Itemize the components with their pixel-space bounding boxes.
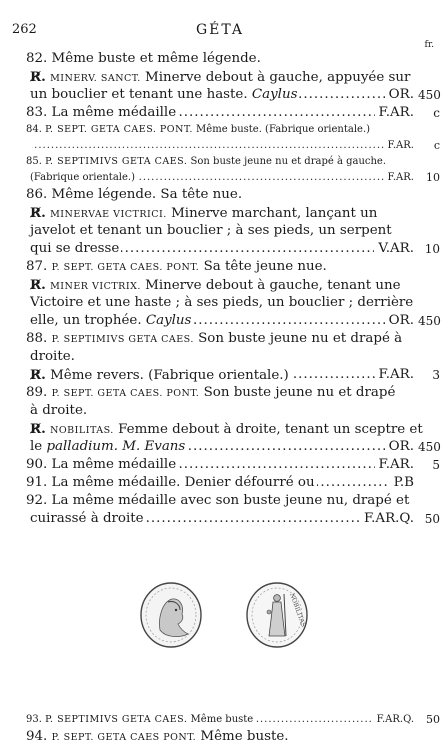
catalogue-entry (0, 276, 446, 330)
entry-line (30, 170, 440, 186)
entry-text (30, 295, 415, 310)
description-text: 92. La même médaille avec son buste jeune nu, drapé et (26, 493, 410, 508)
description-text: (Fabrique orientale.) (30, 172, 135, 183)
description-text: 86. Même légende. Sa tête nue. (26, 187, 243, 202)
price-value: 3 (432, 368, 440, 382)
catalogue-entry (0, 456, 446, 474)
page-header (12, 22, 434, 50)
entry-line (26, 456, 440, 474)
price-value: 450 (418, 440, 441, 454)
description-text: 87. (26, 259, 52, 274)
description-text: 93. (26, 714, 46, 725)
entry-line (26, 492, 414, 510)
entry-line (26, 728, 414, 746)
metal-grade: OR. (385, 438, 414, 456)
entry-text (30, 439, 187, 454)
catalogue-entry (0, 712, 446, 728)
catalogue-entry (0, 492, 446, 528)
coin-illustrations (0, 580, 446, 690)
catalogue-entry (0, 50, 446, 68)
entry-text (26, 187, 244, 202)
catalogue-entry (0, 366, 446, 384)
metal-grade: F.AR.Q. (373, 712, 414, 728)
metal-grade: F.AR. (375, 456, 414, 474)
provenance-text: palladium. M. Evans (46, 439, 186, 454)
price-value: 50 (426, 713, 440, 726)
coin-legend: P. SEPT. GETA CAES. PONT. (51, 262, 200, 273)
entry-line (30, 276, 414, 294)
entry-line (30, 348, 414, 366)
entry-text (26, 729, 291, 744)
price-value: 10 (424, 242, 440, 256)
catalogue-entry (0, 330, 446, 366)
description-text: le (30, 439, 47, 454)
entry-line (26, 712, 440, 728)
price-value: 50 (424, 512, 440, 526)
entry-text (30, 403, 89, 418)
metal-grade: F.AR.Q. (360, 510, 414, 528)
entry-line (26, 258, 414, 276)
catalogue-entry (0, 258, 446, 276)
entry-text (30, 241, 121, 256)
description-text: Son buste jeune nu et drapé à gauche. (187, 156, 387, 167)
entry-text (30, 511, 146, 526)
metal-grade: F.AR. (375, 104, 414, 122)
description-text: Même buste. (Fabrique orientale.) (192, 124, 371, 135)
reverse-mark: R̸. (30, 367, 46, 383)
entry-text (30, 223, 394, 238)
entry-text (26, 385, 397, 400)
entry-text (30, 206, 379, 221)
entry-line (30, 420, 423, 438)
entry-line (30, 204, 414, 222)
description-text: Son buste jeune nu et drapé (199, 385, 396, 400)
metal-grade: OR. (385, 86, 414, 104)
coin-legend: P. SEPT. GETA CAES PONT. (51, 732, 197, 743)
reverse-mark: R̸. (30, 69, 46, 85)
catalogue-entry (0, 204, 446, 258)
entry-text (26, 259, 329, 274)
portrait-bust-coin-icon (138, 580, 204, 650)
coin-legend: P. SEPT. GETA CAES. PONT. (51, 388, 200, 399)
entry-text (30, 368, 291, 383)
entry-line (30, 312, 441, 330)
description-text: Sa tête jeune nue. (199, 259, 327, 274)
entry-text (26, 51, 263, 66)
catalogue-entry (0, 474, 446, 492)
description-text: Minerve marchant, lançant un (166, 206, 378, 221)
price-value: c (433, 139, 440, 152)
entry-line (26, 104, 440, 122)
entry-line (30, 294, 414, 312)
provenance-text: Caylus (145, 313, 192, 328)
description-text: cuirassé à droite (30, 511, 144, 526)
description-text: 91. La même médaille. Denier défourré ou (26, 475, 315, 490)
entry-line (26, 122, 414, 138)
entry-text (30, 349, 77, 364)
metal-grade: OR. (385, 312, 414, 330)
description-text: 88. (26, 331, 52, 346)
description-text: 90. La même médaille (26, 457, 177, 472)
description-text: javelot et tenant un bouclier ; à ses pieds, un serpent (30, 223, 392, 238)
reverse-mark: R̸. (30, 421, 46, 437)
catalogue-entry (0, 186, 446, 204)
entry-text (26, 457, 178, 472)
metal-grade: F.AR. (384, 170, 415, 186)
description-text: Victoire et une haste ; à ses pieds, un bouclier ; derrière (30, 295, 414, 310)
entry-line (26, 50, 414, 68)
entry-line (26, 154, 414, 170)
entry-line (30, 240, 440, 258)
metal-grade: F.AR. (375, 366, 414, 384)
description-text: 94. (26, 729, 52, 744)
description-text: Minerve debout à gauche, tenant une (140, 278, 401, 293)
entry-line (30, 222, 414, 240)
price-value: 450 (418, 88, 441, 102)
description-text: 83. La même médaille (26, 105, 177, 120)
coin-legend: P. SEPT. GETA CAES. PONT. (45, 124, 193, 135)
entry-line (30, 68, 414, 86)
coin-legend: MINER VICTRIX. (50, 281, 141, 292)
entry-text (26, 493, 411, 508)
entry-line (30, 138, 440, 154)
description-text: Même revers. (Fabrique orientale.) (50, 368, 289, 383)
coin-legend: P. SEPTIMIVS GETA CAES. (45, 714, 188, 725)
metal-grade: V.AR. (374, 240, 414, 258)
description-text: un bouclier et tenant une haste. (30, 87, 252, 102)
price-column-unit: fr. (424, 40, 434, 50)
catalogue-entry (0, 384, 446, 420)
entry-text (26, 331, 404, 346)
price-value: 5 (432, 458, 440, 472)
description-text: Femme debout à droite, tenant un sceptre et (113, 422, 423, 437)
description-text: 85. (26, 156, 46, 167)
catalogue-entries-continued (0, 712, 446, 746)
price-value: 10 (426, 171, 440, 184)
entry-text (30, 313, 193, 328)
catalogue-entry (0, 104, 446, 122)
standing-figure-coin-icon (244, 580, 310, 650)
description-text: Même buste. (196, 729, 289, 744)
coin-legend: NOBILITAS. (50, 425, 114, 436)
entry-line (30, 366, 440, 384)
catalogue-entry (0, 420, 446, 456)
entry-line (30, 438, 441, 456)
coin-legend: MINERVAE VICTRICI. (50, 209, 167, 220)
coin-legend: MINERV. SANCT. (50, 73, 141, 84)
entry-text (30, 278, 403, 293)
description-text: droite. (30, 349, 75, 364)
entry-line (30, 86, 441, 104)
entry-text (26, 124, 372, 135)
entry-line (26, 186, 414, 204)
metal-grade: P.B (390, 474, 414, 492)
catalogue-entry (0, 68, 446, 104)
entry-text (30, 422, 425, 437)
coin-legend: P. SEPTIMIVS GETA CAES. (51, 334, 194, 345)
entry-text (30, 172, 137, 183)
entry-text (30, 140, 32, 151)
page-number: 262 (12, 22, 37, 37)
entry-text (30, 70, 412, 85)
description-text: Minerve debout à gauche, appuyée sur (140, 70, 411, 85)
entry-text (30, 87, 299, 102)
description-text: Même buste (187, 714, 254, 725)
catalogue-entry (0, 154, 446, 186)
entry-line (26, 384, 414, 402)
entry-line (30, 402, 414, 420)
description-text: qui se dresse (30, 241, 120, 256)
provenance-text: Caylus (251, 87, 298, 102)
catalogue-entry (0, 728, 446, 746)
description-text: 82. Même buste et même légende. (26, 51, 261, 66)
entry-line (26, 330, 414, 348)
entry-text (26, 475, 317, 490)
reverse-legend: NOBILITAS (288, 592, 307, 628)
entry-text (26, 156, 388, 167)
catalogue-entry (0, 122, 446, 154)
catalogue-entries (0, 50, 446, 528)
page-title: GÉTA (195, 22, 245, 38)
description-text: elle, un trophée. (30, 313, 146, 328)
metal-grade: F.AR. (384, 138, 415, 154)
description-text: 89. (26, 385, 52, 400)
reverse-mark: R̸. (30, 277, 46, 293)
entry-line (26, 474, 414, 492)
description-text: à droite. (30, 403, 88, 418)
entry-text (26, 105, 178, 120)
description-text: Son buste jeune nu et drapé à (193, 331, 403, 346)
price-value: c (433, 106, 440, 120)
price-value: 450 (418, 314, 441, 328)
entry-line (30, 510, 440, 528)
reverse-mark: R̸. (30, 205, 46, 221)
entry-text (26, 714, 255, 725)
description-text: 84. (26, 124, 46, 135)
coin-legend: P. SEPTIMIVS GETA CAES. (45, 156, 188, 167)
